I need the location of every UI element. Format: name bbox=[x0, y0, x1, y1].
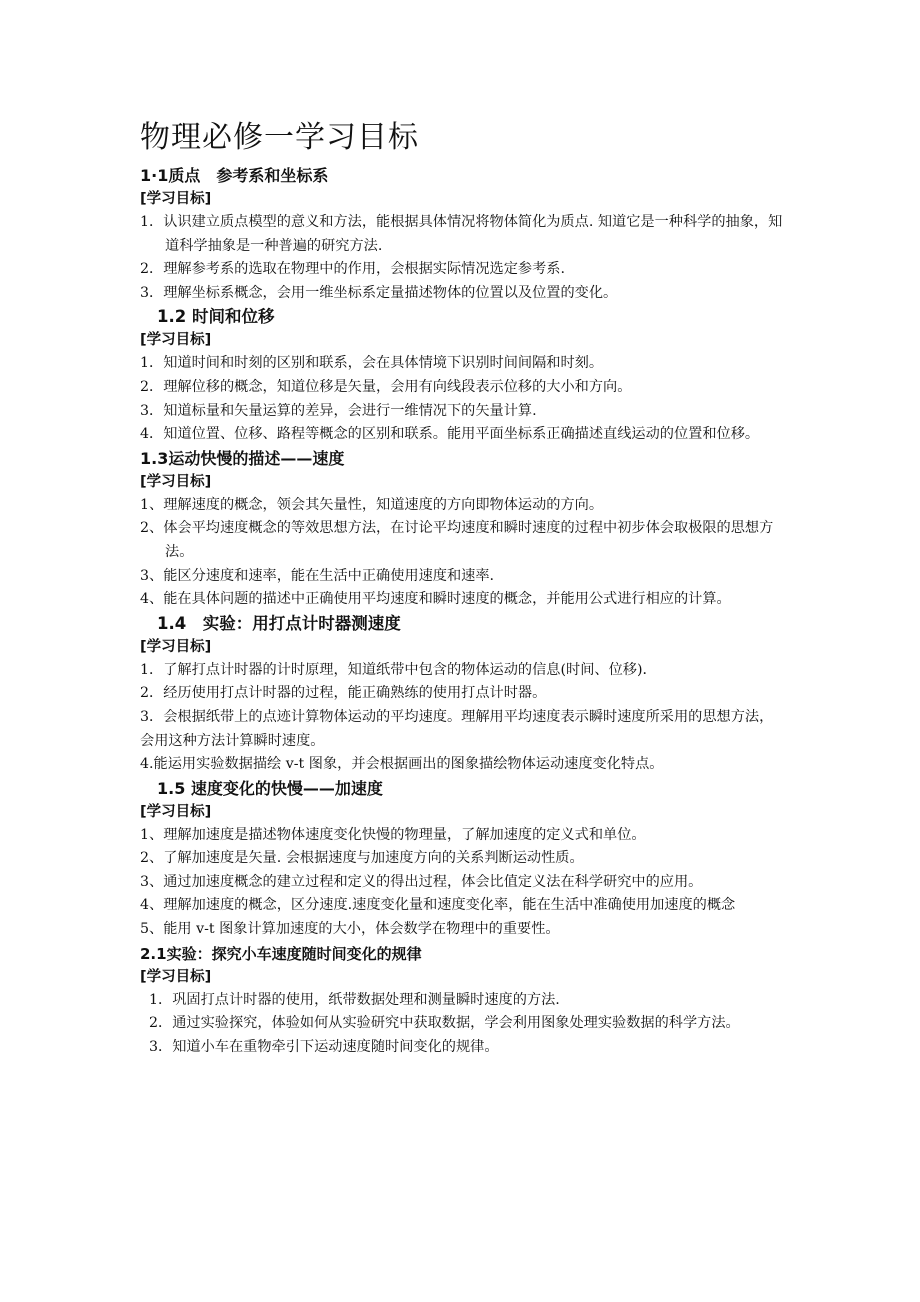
goal-item: 5、能用 v-t 图象计算加速度的大小，体会数学在物理中的重要性。 bbox=[140, 921, 560, 938]
goal-item: 3．知道小车在重物牵引下运动速度随时间变化的规律。 bbox=[149, 1038, 499, 1055]
goals-label: [学习目标] bbox=[140, 803, 212, 820]
goals-label: [学习目标] bbox=[140, 473, 212, 490]
goals-label: [学习目标] bbox=[140, 968, 212, 985]
goal-item: 1．认识建立质点模型的意义和方法，能根据具体情况将物体简化为质点. 知道它是一种科学的抽象，知道科学抽象是一种普遍的研究方法. bbox=[140, 214, 783, 254]
goal-item: 2．理解位移的概念，知道位移是矢量，会用有向线段表示位移的大小和方向。 bbox=[140, 378, 632, 395]
goal-item: 3．理解坐标系概念，会用一维坐标系定量描述物体的位置以及位置的变化。 bbox=[140, 284, 618, 301]
section-2-1 bbox=[140, 942, 785, 1060]
section-heading: 1.4 实验：用打点计时器测速度 bbox=[157, 613, 401, 633]
section-heading: 1.3运动快慢的描述——速度 bbox=[140, 448, 345, 468]
goal-item: 3、能区分速度和速率，能在生活中正确使用速度和速率. bbox=[140, 567, 495, 584]
section-1-5 bbox=[140, 777, 785, 942]
goal-item: 1．巩固打点计时器的使用，纸带数据处理和测量瞬时速度的方法. bbox=[149, 991, 560, 1008]
goal-item: 1、理解速度的概念，领会其矢量性，知道速度的方向即物体运动的方向。 bbox=[140, 496, 604, 513]
goals-list bbox=[140, 989, 785, 1060]
goal-item: 4、能在具体问题的描述中正确使用平均速度和瞬时速度的概念，并能用公式进行相应的计算。 bbox=[140, 591, 731, 608]
goal-item: 3、通过加速度概念的建立过程和定义的得出过程，体会比值定义法在科学研究中的应用。 bbox=[140, 873, 703, 890]
document-page bbox=[140, 112, 785, 1059]
goal-item-text: 2．通过实验探究，体验如何从实验研究中获取数据，学会利用图象处理实验数据的科学方法。 bbox=[149, 1015, 740, 1032]
goal-item: 1、理解加速度是描述物体速度变化快慢的物理量，了解加速度的定义式和单位。 bbox=[140, 826, 646, 843]
goal-item: 4、理解加速度的概念，区分速度.速度变化量和速度变化率，能在生活中准确使用加速度的概念 bbox=[140, 897, 736, 914]
section-heading: 1.5 速度变化的快慢——加速度 bbox=[157, 778, 383, 798]
goal-item: 2．理解参考系的选取在物理中的作用，会根据实际情况选定参考系. bbox=[140, 261, 565, 278]
section-heading: 1.2 时间和位移 bbox=[157, 307, 275, 327]
goals-list bbox=[140, 824, 785, 942]
goal-item: 4.能运用实验数据描绘 v-t 图象，并会根据画出的图象描绘物体运动速度变化特点。 bbox=[140, 756, 664, 773]
goal-item: 4．知道位置、位移、路程等概念的区别和联系。能用平面坐标系正确描述直线运动的位置和位移。 bbox=[140, 426, 760, 443]
goals-list bbox=[140, 659, 785, 777]
goal-item: 1．知道时间和时刻的区别和联系，会在具体情境下识别时间间隔和时刻。 bbox=[140, 355, 604, 372]
goals-list bbox=[140, 352, 785, 446]
section-1-3 bbox=[140, 447, 785, 612]
goal-item: 2、了解加速度是矢量. 会根据速度与加速度方向的关系判断运动性质。 bbox=[140, 850, 584, 867]
goal-item: 2、体会平均速度概念的等效思想方法，在讨论平均速度和瞬时速度的过程中初步体会取极限的思想方法。 bbox=[140, 520, 774, 560]
goals-list bbox=[140, 494, 785, 612]
goal-item: 2．经历使用打点计时器的过程，能正确熟练的使用打点计时器。 bbox=[140, 685, 547, 702]
goals-label: [学习目标] bbox=[140, 638, 212, 655]
goals-list bbox=[140, 211, 785, 305]
section-1-4 bbox=[140, 612, 785, 777]
document-title: 物理必修一学习目标 bbox=[140, 120, 419, 155]
goal-item: 3．知道标量和矢量运算的差异，会进行一维情况下的矢量计算. bbox=[140, 402, 537, 419]
goals-label: [学习目标] bbox=[140, 191, 212, 207]
goals-label: [学习目标] bbox=[140, 332, 212, 349]
section-heading: 1·1质点 参考系和坐标系 bbox=[140, 166, 329, 185]
goal-item: 3．会根据纸带上的点迹计算物体运动的平均速度。理解用平均速度表示瞬时速度所采用的思想方法，会用这种方法计算瞬时速度。 bbox=[140, 708, 774, 749]
goal-item: 1．了解打点计时器的计时原理，知道纸带中包含的物体运动的信息(时间、位移)． bbox=[140, 661, 657, 678]
section-1-1 bbox=[140, 164, 785, 305]
goal-item bbox=[140, 1012, 785, 1036]
section-1-2 bbox=[140, 305, 785, 446]
section-heading: 2.1实验：探究小车速度随时间变化的规律 bbox=[140, 944, 422, 963]
